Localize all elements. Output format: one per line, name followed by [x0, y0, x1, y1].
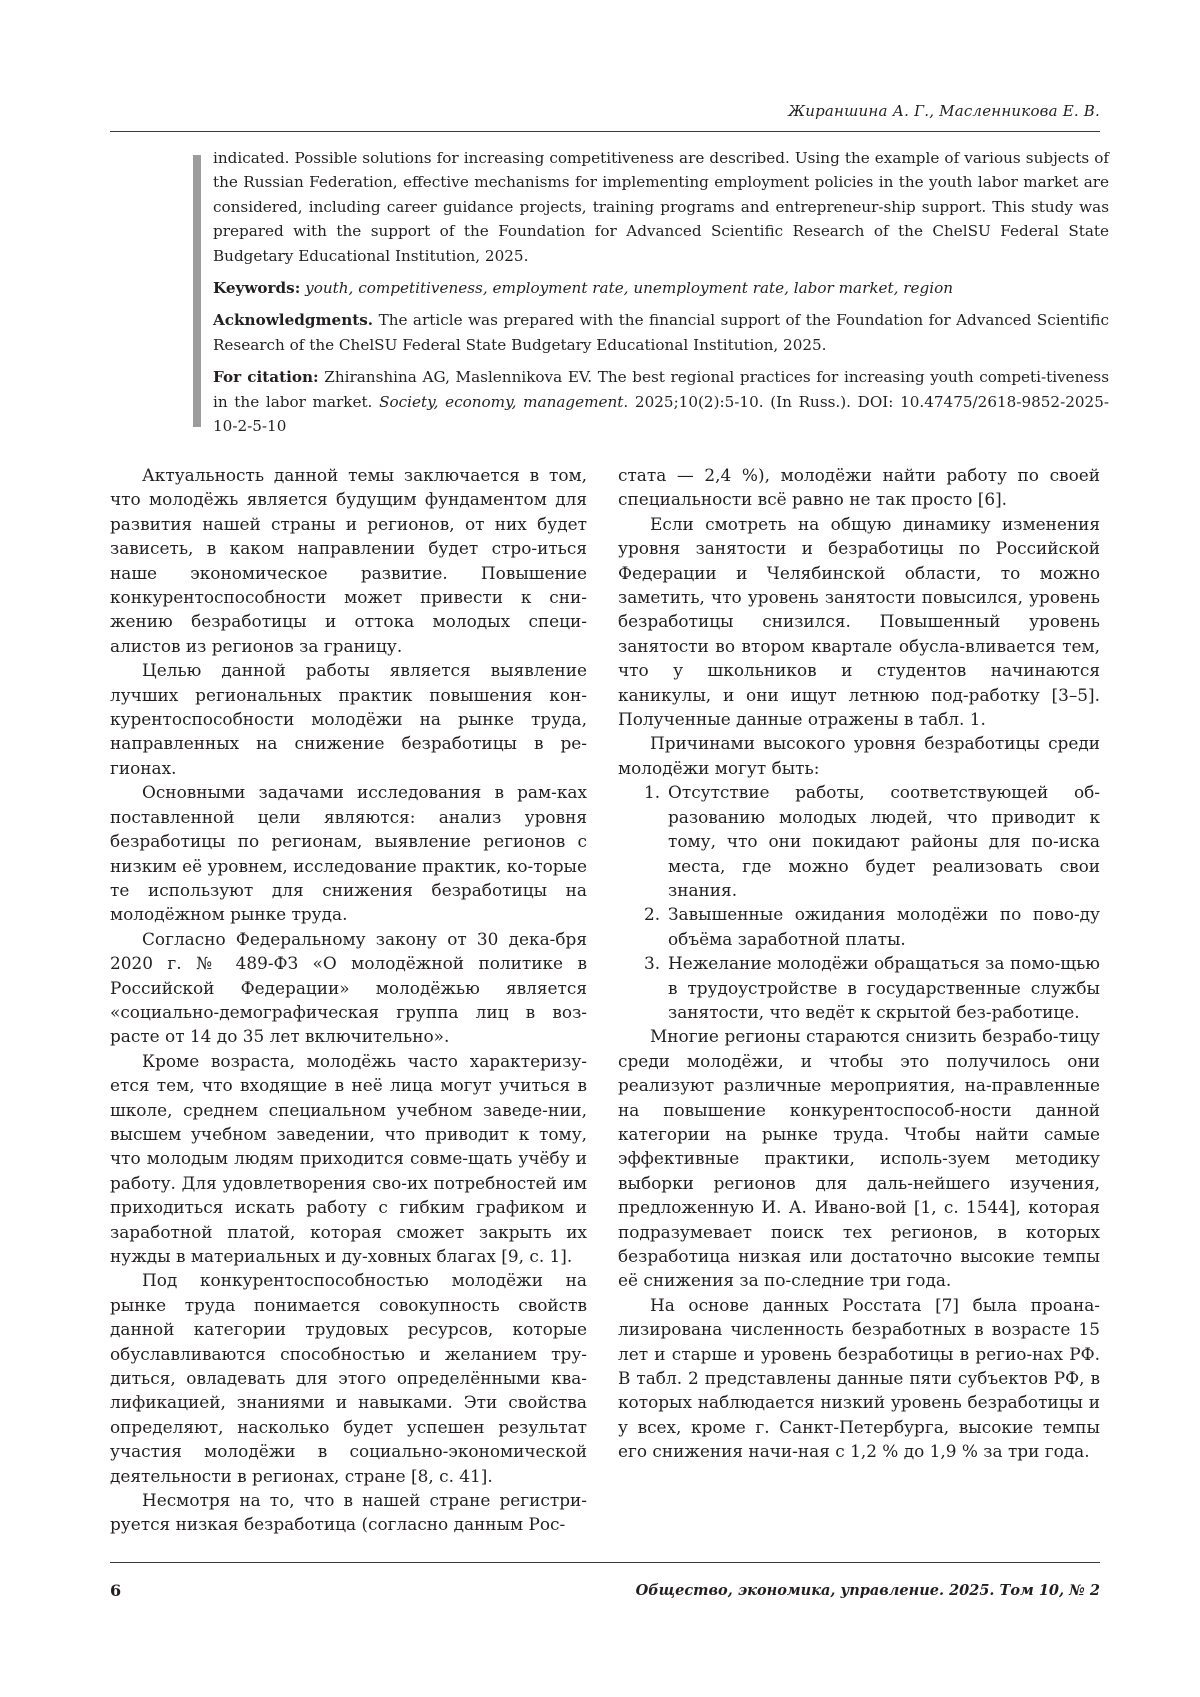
- list-number: 3.: [644, 953, 661, 974]
- list-number: 1.: [644, 782, 661, 803]
- paragraph: Целью данной работы является выявление лучших региональных практик повышения кон-курентоспособности молодёжи на рынке труда, направленных на снижение безработицы в ре-гионах.: [110, 660, 587, 778]
- acknowledgments-label: Acknowledgments.: [213, 311, 374, 330]
- citation: [193, 365, 1109, 438]
- paragraph: Причинами высокого уровня безработицы среди молодёжи могут быть:: [618, 733, 1100, 778]
- paragraph: Несмотря на то, что в нашей стране регистри-руется низкая безработица (согласно данным Рос-: [110, 1490, 587, 1535]
- keywords-value: youth, competitiveness, employment rate, unemployment rate, labor market, region: [305, 279, 954, 298]
- reasons-list: [618, 780, 1100, 1024]
- list-text: Нежелание молодёжи обращаться за помо-щью в трудоустройстве в государственные службы занятости, что ведёт к скрытой без-работице.: [668, 953, 1100, 1022]
- list-item: [618, 780, 1100, 902]
- acknowledgments: [193, 308, 1109, 357]
- list-item: [618, 902, 1100, 951]
- paragraph: Согласно Федеральному закону от 30 дека-бря 2020 г. № 489-ФЗ «О молодёжной политике в Российской Федерации» молодёжью является «социально-демографическая группа лиц в воз-расте от 14 до 35 лет включительно».: [110, 928, 587, 1047]
- paragraph: стата — 2,4 %), молодёжи найти работу по своей специальности всё равно не так просто [6].: [618, 465, 1100, 510]
- list-number: 2.: [644, 904, 661, 925]
- paragraph: Кроме возраста, молодёжь часто характеризу-ется тем, что входящие в неё лица могут учиться в школе, среднем специальном учебном заведе-нии, высшем учебном заведении, что приводит к тому, что молодым людям приходится совме-щать учёбу и работу. Для удовлетворения сво-их потребностей им приходиться искать работу с гибким графиком и заработной платой, которая сможет закрыть их нужды в материальных и ду-ховных благах [9, с. 1].: [110, 1050, 587, 1266]
- running-header-authors: Жираншина А. Г., Масленникова Е. В.: [788, 102, 1100, 120]
- list-item: [618, 951, 1100, 1024]
- paragraph: Актуальность данной темы заключается в том, что молодёжь является будущим фундаментом для развития нашей страны и регионов, от них будет зависеть, в каком направлении будет стро-иться наше экономическое развитие. Повышение конкурентоспособности может привести к сни-жению безработицы и оттока молодых специ-алистов из регионов за границу.: [110, 465, 587, 656]
- header-divider: [110, 131, 1100, 132]
- citation-text: Zhiranshina AG, Maslennikova EV. The best regional practices for increasing youth competi-tiveness in the labor market.: [213, 368, 1110, 411]
- keywords-label: Keywords:: [213, 279, 301, 298]
- paragraph: Многие регионы стараются снизить безрабо-тицу среди молодёжи, и чтобы это получилось они реализуют различные мероприятия, на-правленные на повышение конкурентоспособ-ности данной категории на рынке труда. Чтобы найти самые эффективные практики, исполь-зуем методику выборки регионов для даль-нейшего изучения, предложенную И. А. Ивано-вой [1, с. 1544], которая подразумевает поиск тех регионов, в которых безработица низкая или достаточно высокие темпы её снижения за по-следние три года.: [618, 1026, 1100, 1291]
- list-text: Завышенные ожидания молодёжи по пово-ду объёма заработной платы.: [668, 904, 1100, 949]
- abstract-block: [193, 146, 1111, 446]
- right-column: [618, 463, 1100, 1464]
- list-text: Отсутствие работы, соответствующей об-разованию молодых людей, что приводит к тому, что они покидают районы для по-иска места, где можно будет реализовать свои знания.: [668, 782, 1100, 900]
- journal-footer: Общество, экономика, управление. 2025. Том 10, № 2: [635, 1582, 1100, 1599]
- left-column: [110, 463, 587, 1537]
- citation-details: . 2025;10(2):5-10. (In Russ.). DOI: 10.47475/2618-9852-2025-10-2-5-10: [213, 392, 1110, 436]
- paragraph: Под конкурентоспособностью молодёжи на рынке труда понимается совокупность свойств данной категории трудовых ресурсов, которые обуславливаются способностью и желанием тру-диться, овладевать для этого определёнными ква-лификацией, знаниями и навыками. Эти свойства определяют, насколько будет успешен результат участия молодёжи в социально-экономической деятельности в регионах, стране [8, с. 41].: [110, 1270, 587, 1486]
- abstract-text: indicated. Possible solutions for increasing competitiveness are described. Using the example of various subjects of the Russian Federation, effective mechanisms for implementing employment policies in the youth labor market are considered, including career guidance projects, training programs and entrepreneur-ship support. This study was prepared with the support of the Foundation for Advanced Scientific Research of the ChelSU Federal State Budgetary Educational Institution, 2025.: [213, 149, 1109, 265]
- page-number: 6: [110, 1581, 122, 1600]
- keywords-line: [193, 276, 1109, 300]
- paragraph: Основными задачами исследования в рам-ках поставленной цели являются: анализ уровня безработицы по регионам, выявление регионов с низким её уровнем, исследование практик, ко-торые те используют для снижения безработицы на молодёжном рынке труда.: [110, 782, 587, 925]
- citation-journal: Society, economy, management: [379, 392, 624, 411]
- paragraph: На основе данных Росстата [7] была проана-лизирована численность безработных в возрасте 15 лет и старше и уровень безработицы в регио-нах РФ. В табл. 2 представлены данные пяти субъектов РФ, в которых наблюдается низкий уровень безработицы и у всех, кроме г. Санкт-Петербурга, высокие темпы его снижения начи-ная с 1,2 % до 1,9 % за три года.: [618, 1294, 1100, 1462]
- citation-label: For citation:: [213, 368, 319, 387]
- paragraph: Если смотреть на общую динамику изменения уровня занятости и безработицы по Российской Федерации и Челябинской области, то можно заметить, что уровень занятости повысился, уровень безработицы снизился. Повышенный уровень занятости во втором квартале обусла-вливается тем, что у школьников и студентов начинаются каникулы, и они ищут летнюю под-работку [3–5]. Полученные данные отражены в табл. 1.: [618, 513, 1100, 730]
- footer-divider: [110, 1562, 1100, 1563]
- acknowledgments-text: The article was prepared with the financial support of the Foundation for Advanced Scientific Research of the ChelSU Federal State Budgetary Educational Institution, 2025.: [213, 311, 1109, 354]
